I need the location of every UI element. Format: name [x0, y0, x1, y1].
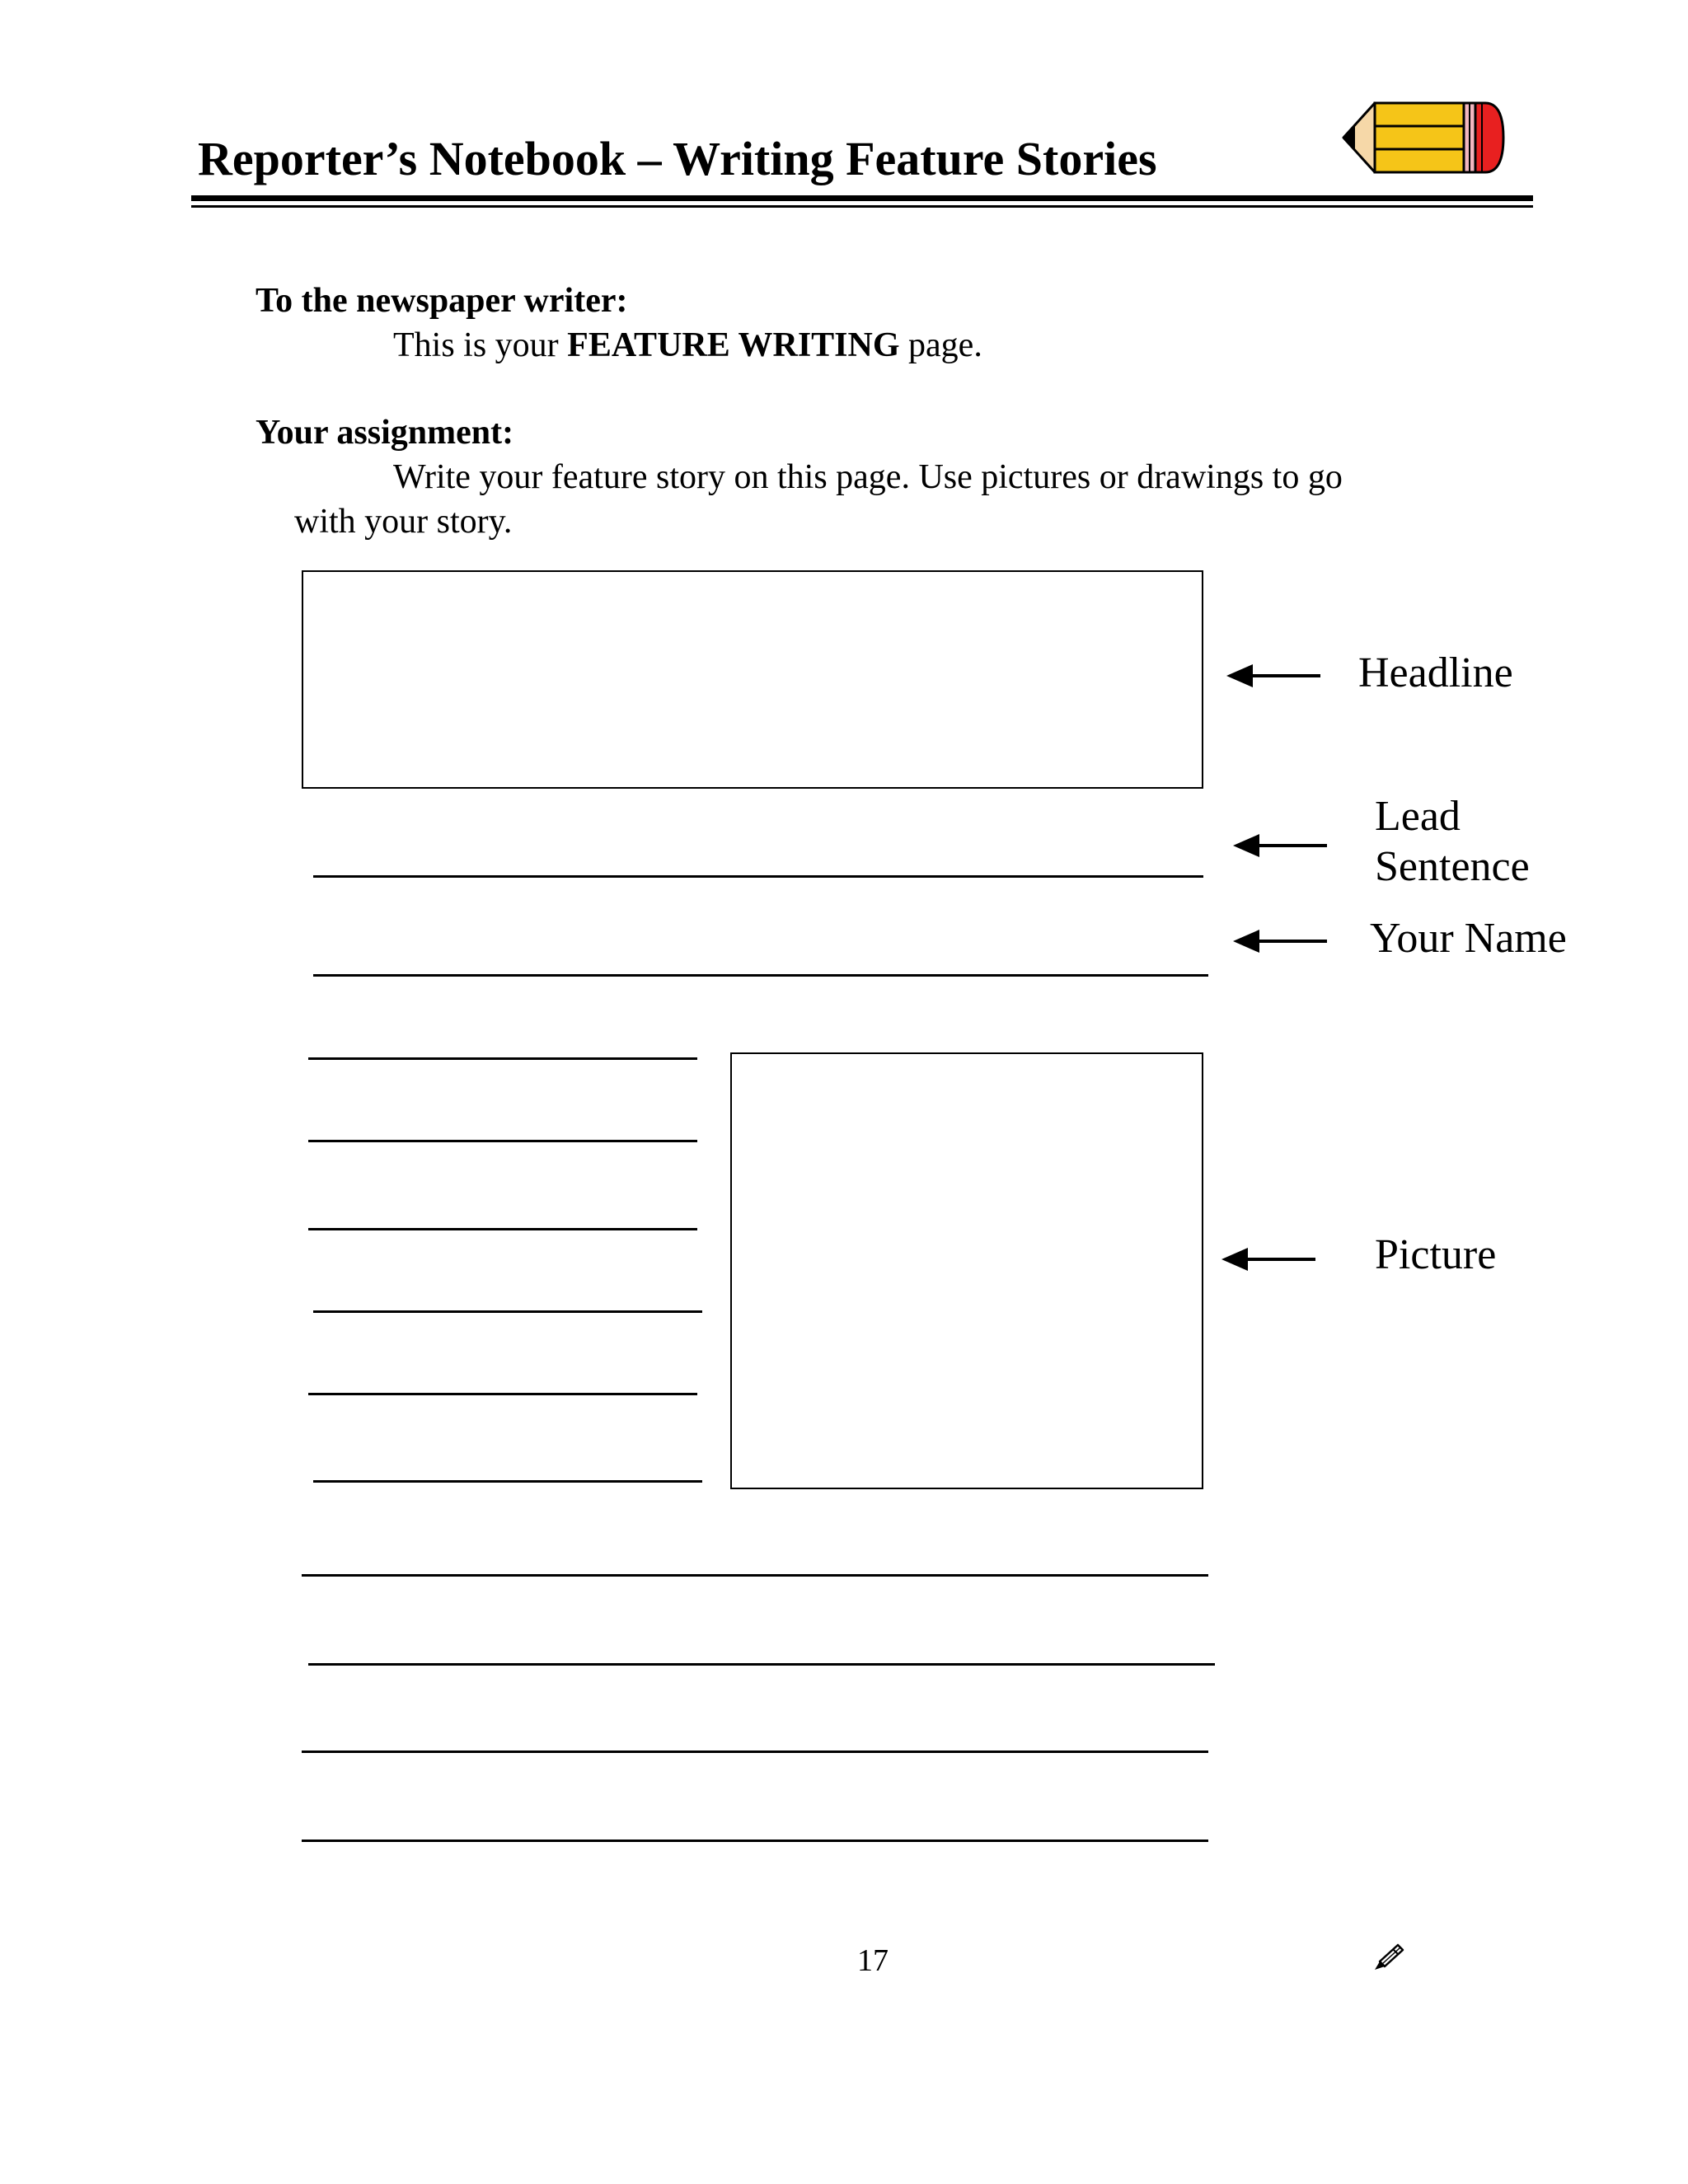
lead-sentence-line[interactable] — [313, 875, 1203, 878]
lead-label-line-1: Lead — [1375, 793, 1461, 840]
arrow-left-icon — [1220, 1243, 1319, 1276]
page-title: Reporter’s Notebook – Writing Feature Stories — [198, 132, 1157, 185]
story-line[interactable] — [302, 1750, 1208, 1753]
header-rule-thick — [191, 195, 1533, 201]
story-line[interactable] — [308, 1393, 697, 1395]
assignment-line-1: Write your feature story on this page. Use pictures or drawings to go — [393, 458, 1343, 496]
greeting-bold: FEATURE WRITING — [567, 326, 900, 364]
greeting-prefix: This is your — [393, 326, 568, 364]
story-line[interactable] — [302, 1840, 1208, 1842]
pencil-icon — [1372, 1942, 1406, 1975]
headline-box[interactable] — [302, 570, 1203, 789]
assignment-line-2: with your story. — [294, 503, 513, 541]
greeting-heading: To the newspaper writer: — [256, 282, 628, 320]
your-name-label: Your Name — [1370, 915, 1567, 962]
greeting-suffix: page. — [899, 326, 982, 364]
picture-box[interactable] — [730, 1052, 1203, 1489]
header-rule-thin — [191, 205, 1533, 208]
your-name-line[interactable] — [313, 974, 1208, 977]
story-line[interactable] — [308, 1140, 697, 1142]
arrow-left-icon — [1231, 925, 1330, 958]
arrow-left-icon — [1231, 829, 1330, 862]
story-line[interactable] — [302, 1574, 1208, 1577]
headline-label: Headline — [1358, 649, 1513, 696]
greeting-text — [393, 328, 982, 363]
story-line[interactable] — [308, 1663, 1215, 1666]
page-number: 17 — [857, 1943, 889, 1978]
pencil-icon — [1340, 99, 1507, 176]
lead-label-line-2: Sentence — [1375, 843, 1530, 890]
story-line[interactable] — [308, 1228, 697, 1230]
story-line[interactable] — [313, 1310, 702, 1313]
picture-label: Picture — [1375, 1231, 1497, 1278]
assignment-heading: Your assignment: — [256, 414, 514, 452]
arrow-left-icon — [1225, 659, 1324, 692]
story-line[interactable] — [313, 1480, 702, 1483]
story-line[interactable] — [308, 1057, 697, 1060]
